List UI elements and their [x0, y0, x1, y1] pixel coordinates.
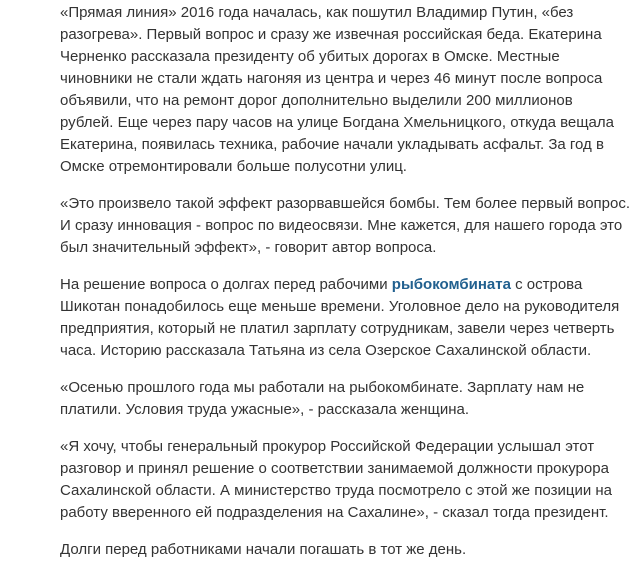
article-paragraph: [60, 436, 630, 524]
rybokombinat-link[interactable]: рыбокомбината: [391, 276, 511, 293]
paragraph-text: «Прямая линия» 2016 года началась, как пошутил Владимир Путин, «без разогрева». Первый вопрос и сразу же извечная российская беда. Екатерина Черненко рассказала президенту об убитых дорогах в Омске. Местные чиновники не стали ждать нагоняя из центра и через 46 минут после вопроса объявили, что на ремонт дорог дополнительно выделили 200 миллионов рублей. Еще через пару часов на улице Богдана Хмельницкого, откуда вещала Екатерина, появилась техника, рабочие начали укладывать асфальт. За год в Омске отремонтировали больше полусотни улиц.: [60, 4, 614, 175]
paragraph-text: «Осенью прошлого года мы работали на рыбокомбинате. Зарплату нам не платили. Условия труда ужасные», - рассказала женщина.: [60, 379, 585, 418]
paragraph-text: На решение вопроса о долгах перед рабочими: [60, 276, 392, 293]
article-paragraph: [60, 377, 630, 421]
article-paragraph: [60, 193, 630, 259]
article-paragraph: [60, 539, 630, 561]
paragraph-text: с острова Шикотан понадобилось еще меньше времени. Уголовное дело на руководителя предприятия, который не платил зарплату сотрудникам, завели через четверть часа. Историю рассказала Татьяна из села Озерское Сахалинской области.: [60, 276, 620, 359]
article-paragraph: [60, 2, 630, 178]
article-paragraph: [60, 274, 630, 362]
paragraph-text: Долги перед работниками начали погашать в тот же день.: [60, 541, 467, 558]
paragraph-text: «Я хочу, чтобы генеральный прокурор Российской Федерации услышал этот разговор и принял решение о соответствии занимаемой должности прокурора Сахалинской области. А министерство труда посмотрело с этой же позиции на работу вверенного ей подразделения на Сахалине», - сказал тогда президент.: [60, 438, 612, 521]
paragraph-text: «Это произвело такой эффект разорвавшейся бомбы. Тем более первый вопрос. И сразу инновация - вопрос по видеосвязи. Мне кажется, для нашего города это был значительный эффект», - говорит автор вопроса.: [60, 195, 631, 256]
article-body: [60, 2, 630, 576]
